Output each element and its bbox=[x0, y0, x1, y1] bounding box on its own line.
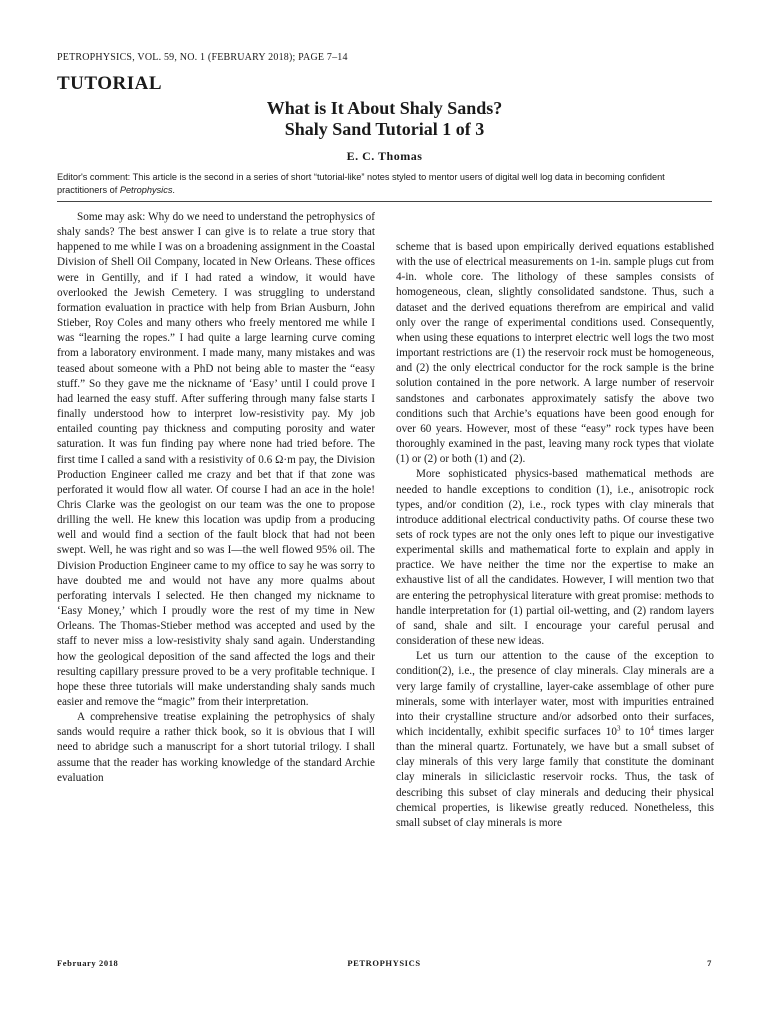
editor-comment-text: Editor's comment: This article is the second in a series of short “tutorial-like” notes styled to mentor users of digital well log data in becoming confident practitioners of bbox=[57, 172, 665, 195]
body-paragraph bbox=[396, 649, 714, 831]
editor-comment bbox=[57, 171, 712, 197]
body-paragraph: More sophisticated physics-based mathematical methods are needed to handle exceptions to condition (1), i.e., anisotropic rock types, and/or condition (2), i.e., rock types with clay minerals that introduce additional electrical conductivity paths. Of course these two sets of rock types are not the only ones left to pique our investigative experimental skills and mathematical forte to explain and apply in practice. We have neither the time nor the expertise to make an exhaustive list of all the candidates. However, I will mention two that are entering the petrophysical literature with great promise: methods to handle interpretation for (1) partial oil-wetting, and (2) random layers of sand, shale and silt. I encourage your careful perusal and consideration of these new ideas. bbox=[396, 468, 714, 648]
superscript: 3 bbox=[616, 724, 621, 733]
footer-journal: PETROPHYSICS bbox=[347, 958, 421, 968]
page-number: 7 bbox=[707, 958, 712, 968]
left-column bbox=[57, 210, 375, 786]
article-title: What is It About Shaly Sands? bbox=[266, 98, 503, 118]
right-column bbox=[396, 240, 714, 831]
section-label: TUTORIAL bbox=[57, 73, 163, 94]
paragraph-text: Let us turn our attention to the cause of the exception to condition(2), i.e., the presence of clay minerals. Clay minerals are a very large family of crystalline, layer-cake assemblage of other pure minerals, some with interlayer water, most with impurities entrained into their crystalline structure and/or adsorbed onto their surfaces, which incidentally, exhibit specific surfaces 10 bbox=[396, 650, 714, 738]
body-paragraph: Some may ask: Why do we need to understand the petrophysics of shaly sands? The best answer I can give is to relate a true story that happened to me while I was on a broadening assignment in the Coastal Division of Shell Oil Company, located in New Orleans. These offices were in Gentilly, and if I had rated a window, it would have overlooked the Jewish Cemetery. I was struggling to understand formation evaluation in practice with help from Brian Ausburn, John Stieber, Roy Coles and many others who freely mentored me while I was “learning the ropes.” I had quite a large learning curve coming from a laboratory environment. I made many, many mistakes and was teased about someone with a PhD not being able to master the “easy stuff.” So they gave me the nickname of ‘Easy’ until I could prove I had learned the easy stuff. After suffering through many false starts I finally understood how to interpret low-resistivity pay. My job entailed counting pay thickness and computing porosity and water saturation. It was fun finding pay where none had tried before. The first time I called a sand with a resistivity of 0.6 Ω·m pay, the Division Production Engineer called me crazy and bet that if that zone was perforated it would flow all water. Of course I had an ace in the hole! Chris Clarke was the geologist on our team was the one to propose drilling the well. He knew this location was updip from a producing well and would find a section of the fault block that had not been swept. Well, he was right and so was I—the well flowed 95% oil. The Division Production Engineer came to my office to say he was sorry to have doubted me and would not have any more qualms about perforating intervals I selected. He then changed my nickname to ‘Easy Money,’ which I proudly wore the rest of my time in New Orleans. The Thomas-Stieber method was accepted and used by the staff to never miss a low-resistivity shaly sand again. Understanding how the geological deposition of the sand affected the logs and their resulting capillary pressure proved to be a very profitable technique. I hope these three tutorials will make understanding shaly sands much easier and remove the “magic” from their interpretation. bbox=[57, 211, 375, 708]
editor-comment-end: . bbox=[172, 185, 175, 195]
superscript: 4 bbox=[650, 724, 654, 733]
editor-comment-journal: Petrophysics bbox=[119, 185, 173, 195]
body-paragraph: scheme that is based upon empirically derived equations established with the use of electrical measurements on 1-in. sample plugs cut from 4-in. whole core. The lithology of these samples consists of homogeneous, clean, slightly consolidated sandstone. Thus, such a dataset and the derived equations therefrom are empirical and valid only over the range of experimental conditions used. Consequently, when using these equations to interpret electric well logs the two most important restrictions are (1) the reservoir rock must be homogeneous, and (2) the only electrical conductor for the rock sample is the brine solution contained in the pore network. A large number of reservoir sandstones and carbonates approximately satisfy the above two conditions such that Archie’s equations have been good enough for over 60 years. However, most of these “easy” rock types have been thoroughly examined in the past, leaving many rock types that violate (1) or (2) or both (1) and (2). bbox=[396, 241, 714, 466]
article-subtitle: Shaly Sand Tutorial 1 of 3 bbox=[284, 119, 485, 139]
header-divider bbox=[57, 201, 712, 202]
author: E. C. Thomas bbox=[346, 149, 423, 163]
journal-citation: PETROPHYSICS, VOL. 59, NO. 1 (FEBRUARY 2018); PAGE 7–14 bbox=[57, 52, 348, 63]
paragraph-text: to 10 bbox=[620, 726, 651, 738]
body-paragraph: A comprehensive treatise explaining the petrophysics of shaly sands would require a rather thick book, so it is obvious that I will need to abridge such a manuscript for a short tutorial trilogy. I shall assume that the reader has working knowledge of the standard Archie evaluation bbox=[57, 711, 375, 784]
footer-date: February 2018 bbox=[57, 958, 119, 968]
paragraph-text: times larger than the mineral quartz. Fortunately, we have but a small subset of clay minerals of this very large family that constitute the dominant clay minerals in siliciclastic reservoir rocks. Thus, the task of describing this subset of clay minerals and deducing their physical chemical properties, is likewise greatly reduced. Nonetheless, this small subset of clay minerals is more bbox=[396, 726, 714, 829]
